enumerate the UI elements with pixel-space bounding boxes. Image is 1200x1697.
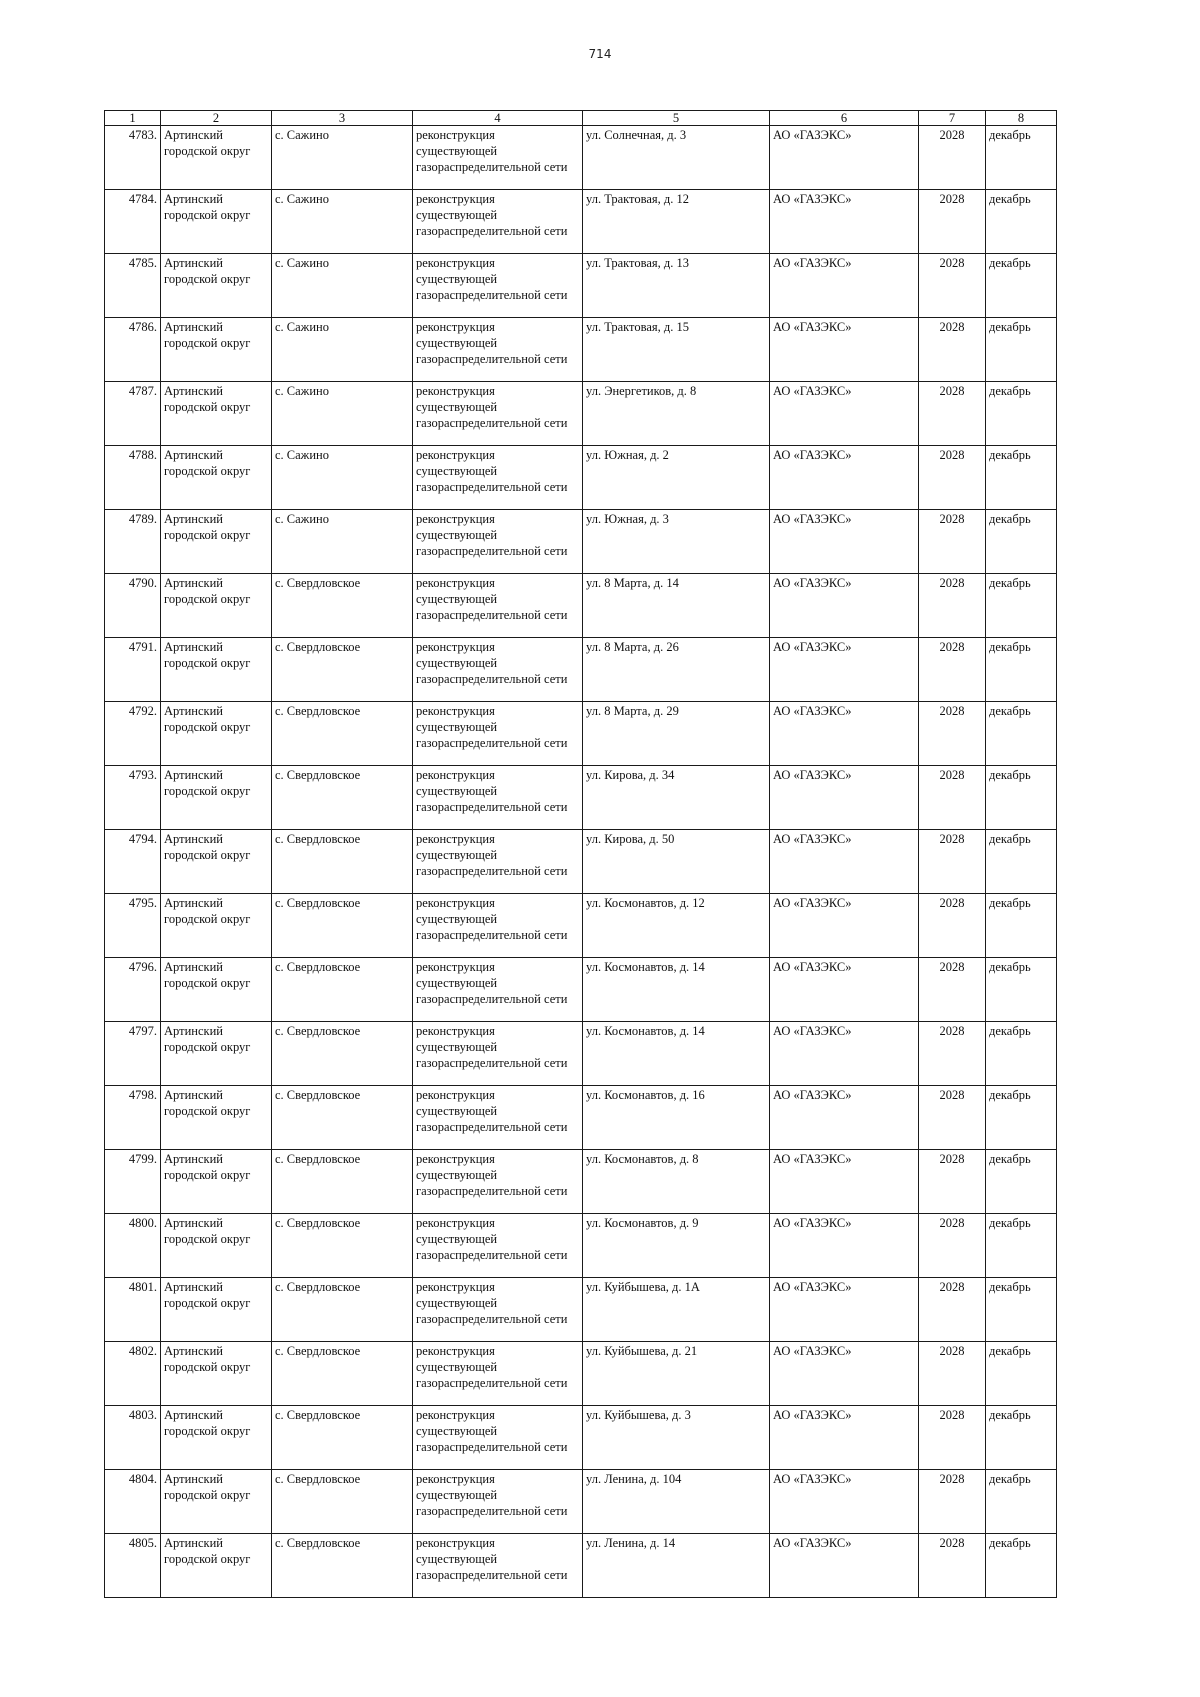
organization-cell: АО «ГАЗЭКС» [770, 766, 919, 830]
table-row [105, 638, 1057, 702]
month-cell: декабрь [986, 382, 1057, 446]
row-number-cell: 4796. [105, 958, 161, 1022]
work-type-cell: реконструкция существующей газораспределительной сети [413, 1022, 583, 1086]
address-cell: ул. Ленина, д. 104 [583, 1470, 770, 1534]
table-row [105, 318, 1057, 382]
work-type-cell: реконструкция существующей газораспределительной сети [413, 1342, 583, 1406]
settlement-cell: с. Свердловское [272, 1470, 413, 1534]
table-row [105, 190, 1057, 254]
work-type-cell: реконструкция существующей газораспределительной сети [413, 894, 583, 958]
address-cell: ул. Космонавтов, д. 12 [583, 894, 770, 958]
month-cell: декабрь [986, 1214, 1057, 1278]
district-cell: Артинский городской округ [161, 1534, 272, 1598]
table-row [105, 1534, 1057, 1598]
organization-cell: АО «ГАЗЭКС» [770, 446, 919, 510]
address-cell: ул. 8 Марта, д. 29 [583, 702, 770, 766]
organization-cell: АО «ГАЗЭКС» [770, 1470, 919, 1534]
table-row [105, 1278, 1057, 1342]
district-cell: Артинский городской округ [161, 702, 272, 766]
settlement-cell: с. Свердловское [272, 702, 413, 766]
table-row [105, 1022, 1057, 1086]
work-type-cell: реконструкция существующей газораспределительной сети [413, 638, 583, 702]
work-type-cell: реконструкция существующей газораспределительной сети [413, 382, 583, 446]
organization-cell: АО «ГАЗЭКС» [770, 1214, 919, 1278]
column-number-header: 4 [413, 111, 583, 126]
month-cell: декабрь [986, 702, 1057, 766]
month-cell: декабрь [986, 766, 1057, 830]
row-number-cell: 4790. [105, 574, 161, 638]
address-cell: ул. Космонавтов, д. 9 [583, 1214, 770, 1278]
row-number-cell: 4795. [105, 894, 161, 958]
work-type-cell: реконструкция существующей газораспределительной сети [413, 318, 583, 382]
organization-cell: АО «ГАЗЭКС» [770, 1342, 919, 1406]
settlement-cell: с. Свердловское [272, 830, 413, 894]
work-type-cell: реконструкция существующей газораспределительной сети [413, 766, 583, 830]
organization-cell: АО «ГАЗЭКС» [770, 638, 919, 702]
month-cell: декабрь [986, 254, 1057, 318]
month-cell: декабрь [986, 126, 1057, 190]
address-cell: ул. Трактовая, д. 13 [583, 254, 770, 318]
month-cell: декабрь [986, 1342, 1057, 1406]
year-cell: 2028 [919, 1278, 986, 1342]
table-row [105, 894, 1057, 958]
work-type-cell: реконструкция существующей газораспределительной сети [413, 574, 583, 638]
year-cell: 2028 [919, 1086, 986, 1150]
district-cell: Артинский городской округ [161, 1470, 272, 1534]
settlement-cell: с. Свердловское [272, 766, 413, 830]
table-row [105, 766, 1057, 830]
column-number-header: 2 [161, 111, 272, 126]
settlement-cell: с. Свердловское [272, 1086, 413, 1150]
address-cell: ул. Космонавтов, д. 8 [583, 1150, 770, 1214]
address-cell: ул. Энергетиков, д. 8 [583, 382, 770, 446]
work-type-cell: реконструкция существующей газораспределительной сети [413, 702, 583, 766]
district-cell: Артинский городской округ [161, 894, 272, 958]
settlement-cell: с. Свердловское [272, 1534, 413, 1598]
work-type-cell: реконструкция существующей газораспределительной сети [413, 1214, 583, 1278]
year-cell: 2028 [919, 254, 986, 318]
month-cell: декабрь [986, 190, 1057, 254]
organization-cell: АО «ГАЗЭКС» [770, 318, 919, 382]
organization-cell: АО «ГАЗЭКС» [770, 1086, 919, 1150]
settlement-cell: с. Сажино [272, 318, 413, 382]
year-cell: 2028 [919, 702, 986, 766]
year-cell: 2028 [919, 1406, 986, 1470]
work-type-cell: реконструкция существующей газораспределительной сети [413, 958, 583, 1022]
table-row [105, 1470, 1057, 1534]
row-number-cell: 4784. [105, 190, 161, 254]
year-cell: 2028 [919, 830, 986, 894]
work-type-cell: реконструкция существующей газораспределительной сети [413, 1278, 583, 1342]
district-cell: Артинский городской округ [161, 1342, 272, 1406]
table-row [105, 1406, 1057, 1470]
table-row [105, 830, 1057, 894]
district-cell: Артинский городской округ [161, 382, 272, 446]
settlement-cell: с. Свердловское [272, 1214, 413, 1278]
row-number-cell: 4803. [105, 1406, 161, 1470]
month-cell: декабрь [986, 1022, 1057, 1086]
year-cell: 2028 [919, 1022, 986, 1086]
row-number-cell: 4797. [105, 1022, 161, 1086]
column-number-header: 3 [272, 111, 413, 126]
year-cell: 2028 [919, 1470, 986, 1534]
row-number-cell: 4792. [105, 702, 161, 766]
address-cell: ул. Кирова, д. 50 [583, 830, 770, 894]
column-number-header: 7 [919, 111, 986, 126]
district-cell: Артинский городской округ [161, 510, 272, 574]
table-row [105, 1342, 1057, 1406]
row-number-cell: 4794. [105, 830, 161, 894]
row-number-cell: 4801. [105, 1278, 161, 1342]
district-cell: Артинский городской округ [161, 1022, 272, 1086]
year-cell: 2028 [919, 574, 986, 638]
year-cell: 2028 [919, 126, 986, 190]
month-cell: декабрь [986, 446, 1057, 510]
address-cell: ул. Космонавтов, д. 14 [583, 1022, 770, 1086]
year-cell: 2028 [919, 318, 986, 382]
month-cell: декабрь [986, 894, 1057, 958]
settlement-cell: с. Свердловское [272, 958, 413, 1022]
month-cell: декабрь [986, 574, 1057, 638]
row-number-cell: 4799. [105, 1150, 161, 1214]
table-row [105, 574, 1057, 638]
organization-cell: АО «ГАЗЭКС» [770, 1406, 919, 1470]
district-cell: Артинский городской округ [161, 1278, 272, 1342]
work-type-cell: реконструкция существующей газораспределительной сети [413, 510, 583, 574]
column-number-row [105, 111, 1057, 126]
organization-cell: АО «ГАЗЭКС» [770, 1278, 919, 1342]
work-type-cell: реконструкция существующей газораспределительной сети [413, 254, 583, 318]
month-cell: декабрь [986, 958, 1057, 1022]
address-cell: ул. Куйбышева, д. 21 [583, 1342, 770, 1406]
month-cell: декабрь [986, 1278, 1057, 1342]
address-cell: ул. Космонавтов, д. 14 [583, 958, 770, 1022]
organization-cell: АО «ГАЗЭКС» [770, 382, 919, 446]
organization-cell: АО «ГАЗЭКС» [770, 702, 919, 766]
table-row [105, 382, 1057, 446]
address-cell: ул. Южная, д. 2 [583, 446, 770, 510]
district-cell: Артинский городской округ [161, 830, 272, 894]
organization-cell: АО «ГАЗЭКС» [770, 830, 919, 894]
year-cell: 2028 [919, 190, 986, 254]
settlement-cell: с. Свердловское [272, 574, 413, 638]
district-cell: Артинский городской округ [161, 190, 272, 254]
year-cell: 2028 [919, 638, 986, 702]
year-cell: 2028 [919, 510, 986, 574]
month-cell: декабрь [986, 510, 1057, 574]
year-cell: 2028 [919, 446, 986, 510]
year-cell: 2028 [919, 894, 986, 958]
organization-cell: АО «ГАЗЭКС» [770, 126, 919, 190]
district-cell: Артинский городской округ [161, 446, 272, 510]
row-number-cell: 4802. [105, 1342, 161, 1406]
organization-cell: АО «ГАЗЭКС» [770, 1534, 919, 1598]
address-cell: ул. 8 Марта, д. 26 [583, 638, 770, 702]
district-cell: Артинский городской округ [161, 766, 272, 830]
settlement-cell: с. Сажино [272, 446, 413, 510]
month-cell: декабрь [986, 638, 1057, 702]
work-type-cell: реконструкция существующей газораспределительной сети [413, 1150, 583, 1214]
address-cell: ул. Трактовая, д. 12 [583, 190, 770, 254]
settlement-cell: с. Свердловское [272, 1406, 413, 1470]
year-cell: 2028 [919, 1214, 986, 1278]
row-number-cell: 4786. [105, 318, 161, 382]
district-cell: Артинский городской округ [161, 318, 272, 382]
table-body [105, 126, 1057, 1598]
column-number-header: 5 [583, 111, 770, 126]
year-cell: 2028 [919, 1150, 986, 1214]
settlement-cell: с. Сажино [272, 254, 413, 318]
district-cell: Артинский городской округ [161, 1406, 272, 1470]
address-cell: ул. Кирова, д. 34 [583, 766, 770, 830]
address-cell: ул. Куйбышева, д. 3 [583, 1406, 770, 1470]
organization-cell: АО «ГАЗЭКС» [770, 958, 919, 1022]
year-cell: 2028 [919, 382, 986, 446]
district-cell: Артинский городской округ [161, 1150, 272, 1214]
column-number-header: 8 [986, 111, 1057, 126]
column-number-header: 1 [105, 111, 161, 126]
organization-cell: АО «ГАЗЭКС» [770, 510, 919, 574]
month-cell: декабрь [986, 1406, 1057, 1470]
table-row [105, 446, 1057, 510]
work-type-cell: реконструкция существующей газораспределительной сети [413, 1406, 583, 1470]
month-cell: декабрь [986, 830, 1057, 894]
month-cell: декабрь [986, 1086, 1057, 1150]
district-cell: Артинский городской округ [161, 958, 272, 1022]
district-cell: Артинский городской округ [161, 126, 272, 190]
work-type-cell: реконструкция существующей газораспределительной сети [413, 446, 583, 510]
year-cell: 2028 [919, 766, 986, 830]
work-type-cell: реконструкция существующей газораспределительной сети [413, 1534, 583, 1598]
address-cell: ул. Куйбышева, д. 1А [583, 1278, 770, 1342]
address-cell: ул. Трактовая, д. 15 [583, 318, 770, 382]
table-row [105, 958, 1057, 1022]
work-type-cell: реконструкция существующей газораспределительной сети [413, 190, 583, 254]
row-number-cell: 4805. [105, 1534, 161, 1598]
work-type-cell: реконструкция существующей газораспределительной сети [413, 1470, 583, 1534]
row-number-cell: 4789. [105, 510, 161, 574]
district-cell: Артинский городской округ [161, 1214, 272, 1278]
work-type-cell: реконструкция существующей газораспределительной сети [413, 830, 583, 894]
organization-cell: АО «ГАЗЭКС» [770, 1150, 919, 1214]
row-number-cell: 4798. [105, 1086, 161, 1150]
gas-network-table [104, 110, 1057, 1598]
row-number-cell: 4793. [105, 766, 161, 830]
settlement-cell: с. Свердловское [272, 1278, 413, 1342]
row-number-cell: 4783. [105, 126, 161, 190]
year-cell: 2028 [919, 958, 986, 1022]
page-number: 714 [588, 47, 612, 61]
table-row [105, 1150, 1057, 1214]
row-number-cell: 4787. [105, 382, 161, 446]
organization-cell: АО «ГАЗЭКС» [770, 1022, 919, 1086]
row-number-cell: 4785. [105, 254, 161, 318]
work-type-cell: реконструкция существующей газораспределительной сети [413, 126, 583, 190]
address-cell: ул. Ленина, д. 14 [583, 1534, 770, 1598]
table-row [105, 254, 1057, 318]
organization-cell: АО «ГАЗЭКС» [770, 190, 919, 254]
table-row [105, 702, 1057, 766]
year-cell: 2028 [919, 1342, 986, 1406]
column-number-header: 6 [770, 111, 919, 126]
work-type-cell: реконструкция существующей газораспределительной сети [413, 1086, 583, 1150]
row-number-cell: 4800. [105, 1214, 161, 1278]
settlement-cell: с. Свердловское [272, 1342, 413, 1406]
organization-cell: АО «ГАЗЭКС» [770, 574, 919, 638]
row-number-cell: 4788. [105, 446, 161, 510]
district-cell: Артинский городской округ [161, 254, 272, 318]
month-cell: декабрь [986, 1534, 1057, 1598]
settlement-cell: с. Сажино [272, 126, 413, 190]
settlement-cell: с. Сажино [272, 382, 413, 446]
table-row [105, 1214, 1057, 1278]
district-cell: Артинский городской округ [161, 1086, 272, 1150]
table-row [105, 126, 1057, 190]
year-cell: 2028 [919, 1534, 986, 1598]
settlement-cell: с. Сажино [272, 190, 413, 254]
settlement-cell: с. Сажино [272, 510, 413, 574]
settlement-cell: с. Свердловское [272, 1022, 413, 1086]
district-cell: Артинский городской округ [161, 638, 272, 702]
district-cell: Артинский городской округ [161, 574, 272, 638]
address-cell: ул. Солнечная, д. 3 [583, 126, 770, 190]
table-row [105, 510, 1057, 574]
organization-cell: АО «ГАЗЭКС» [770, 254, 919, 318]
organization-cell: АО «ГАЗЭКС» [770, 894, 919, 958]
address-cell: ул. Космонавтов, д. 16 [583, 1086, 770, 1150]
row-number-cell: 4804. [105, 1470, 161, 1534]
month-cell: декабрь [986, 1470, 1057, 1534]
settlement-cell: с. Свердловское [272, 894, 413, 958]
settlement-cell: с. Свердловское [272, 638, 413, 702]
settlement-cell: с. Свердловское [272, 1150, 413, 1214]
table-row [105, 1086, 1057, 1150]
address-cell: ул. 8 Марта, д. 14 [583, 574, 770, 638]
month-cell: декабрь [986, 1150, 1057, 1214]
row-number-cell: 4791. [105, 638, 161, 702]
address-cell: ул. Южная, д. 3 [583, 510, 770, 574]
month-cell: декабрь [986, 318, 1057, 382]
